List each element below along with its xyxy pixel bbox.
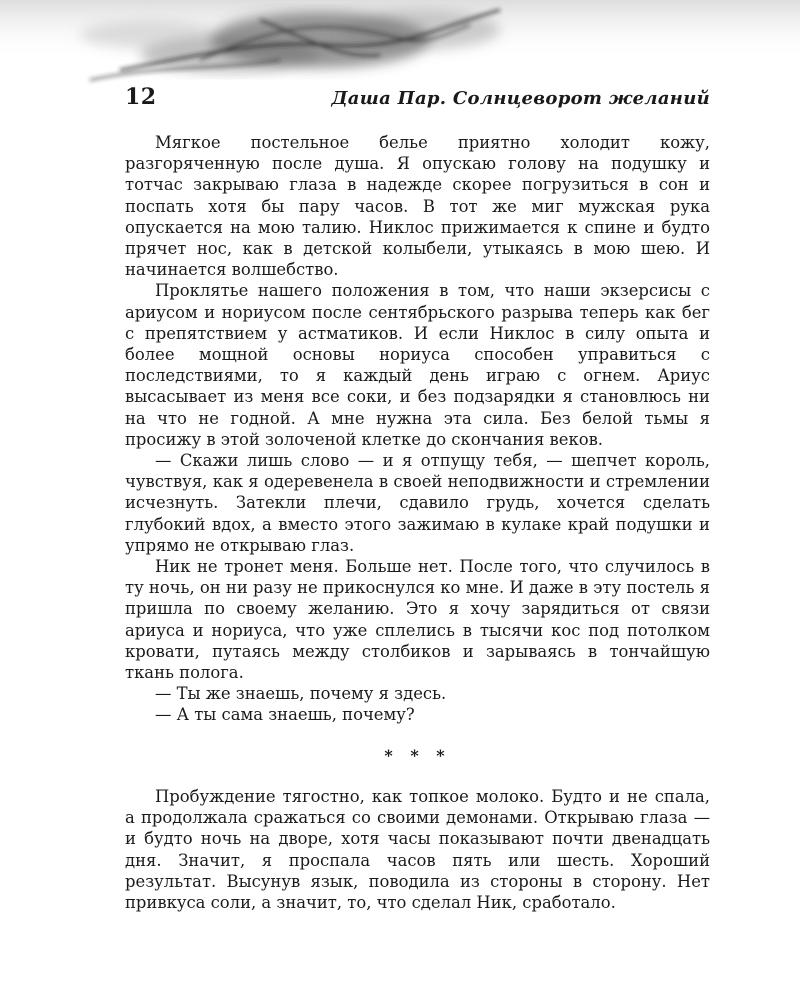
page-number: 12 <box>125 84 157 110</box>
paragraph: Пробуждение тягостно, как топкое молоко. Будто и не спала, а продолжала сражаться со своими демонами. Открываю глаза — и будто ночь на дворе, хотя часы показывают почти двенадцать дня. Значит, я проспала часов пять или шесть. Хороший результат. Высунув язык, поводила из стороны в сторону. Нет привкуса соли, а значит, то, что сделал Ник, сработало. <box>125 786 710 912</box>
paragraph: — А ты сама знаешь, почему? <box>155 705 415 725</box>
paragraph: — Ты же знаешь, почему я здесь. <box>155 684 447 704</box>
section-separator: * * * <box>384 745 451 765</box>
page-header <box>125 84 710 114</box>
paragraph: Проклятье нашего положения в том, что наши экзерсисы с ариусом и нориусом после сентябрьского разрыва теперь как бег с препятствием у астматиков. И если Никлос в силу опыта и более мощной основы нориуса способен управиться с последствиями, то я каждый день играю с огнем. Ариус высасывает из меня все соки, и без подзарядки я становлюсь ни на что не годной. А мне нужна эта сила. Без белой тьмы я просижу в этой золоченой клетке до скончания веков. <box>125 281 710 449</box>
paragraph: — Скажи лишь слово — и я отпущу тебя, — шепчет король, чувствуя, как я одеревенела в своей неподвижности и стремлении исчезнуть. Затекли плечи, сдавило грудь, хочется сделать глубокий вдох, а вместо этого зажимаю в кулаке край подушки и упрямо не открываю глаз. <box>125 451 710 555</box>
paragraph: Ник не тронет меня. Больше нет. После того, что случилось в ту ночь, он ни разу не прикоснулся ко мне. И даже в эту постель я пришла по своему желанию. Это я хочу зарядиться от связи ариуса и нориуса, что уже сплелись в тысячи кос под потолком кровати, путаясь между столбиков и зарываясь в тончайшую ткань полога. <box>125 557 710 683</box>
running-title: Даша Пар. Солнцеворот желаний <box>331 88 710 109</box>
paragraph: Мягкое постельное белье приятно холодит кожу, разгоряченную после душа. Я опускаю голову на подушку и тотчас закрываю глаза в надежде скорее погрузиться в сон и поспать хотя бы пару часов. В тот же миг мужская рука опускается на мою талию. Никлос прижимается к спине и будто прячет нос, как в детской колыбели, утыкаясь в мою шею. И начинается волшебство. <box>125 133 710 280</box>
body-text <box>125 132 710 913</box>
